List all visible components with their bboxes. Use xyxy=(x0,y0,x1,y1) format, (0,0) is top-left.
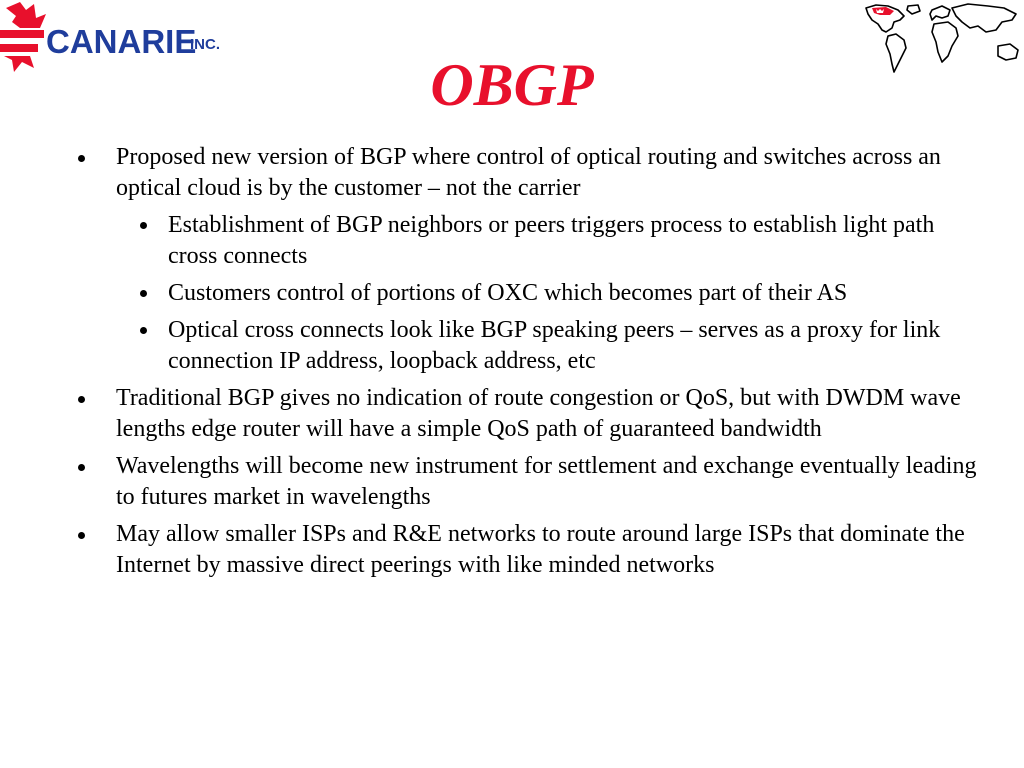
sub-bullet-item xyxy=(0,315,968,377)
bullet-text: Establishment of BGP neighbors or peers triggers process to establish light path cross connects xyxy=(168,212,935,269)
bullet-text: Optical cross connects look like BGP speaking peers – serves as a proxy for link connection IP address, loopback address, etc xyxy=(168,317,941,374)
bullet-item xyxy=(0,519,986,581)
bullet-dot-icon xyxy=(140,327,147,334)
slide-title: OBGP xyxy=(430,52,594,118)
bullet-item xyxy=(0,451,986,513)
bullet-dot-icon xyxy=(78,532,85,539)
bullet-text: Wavelengths will become new instrument for settlement and exchange eventually leading to futures market in wavelengths xyxy=(116,453,977,510)
bullet-dot-icon xyxy=(78,155,85,162)
sub-bullet-item xyxy=(0,278,968,309)
bullet-item xyxy=(0,142,986,204)
bullet-dot-icon xyxy=(140,290,147,297)
bullet-dot-icon xyxy=(78,464,85,471)
sub-bullet-item xyxy=(0,210,968,272)
bullet-dot-icon xyxy=(140,222,147,229)
bullet-text: Proposed new version of BGP where control of optical routing and switches across an optical cloud is by the customer – not the carrier xyxy=(116,144,941,201)
bullet-text: Customers control of portions of OXC which becomes part of their AS xyxy=(168,280,848,306)
bullet-dot-icon xyxy=(78,396,85,403)
logo-name: CANARIE xyxy=(46,23,197,60)
logo-suffix: INC. xyxy=(190,36,220,53)
bullet-text: May allow smaller ISPs and R&E networks to route around large ISPs that dominate the Internet by massive direct peerings with like minded networks xyxy=(116,521,965,578)
bullet-item xyxy=(0,383,986,445)
bullet-text: Traditional BGP gives no indication of route congestion or QoS, but with DWDM wave lengths edge router will have a simple QoS path of guaranteed bandwidth xyxy=(116,385,961,442)
bullet-list xyxy=(0,142,1024,587)
